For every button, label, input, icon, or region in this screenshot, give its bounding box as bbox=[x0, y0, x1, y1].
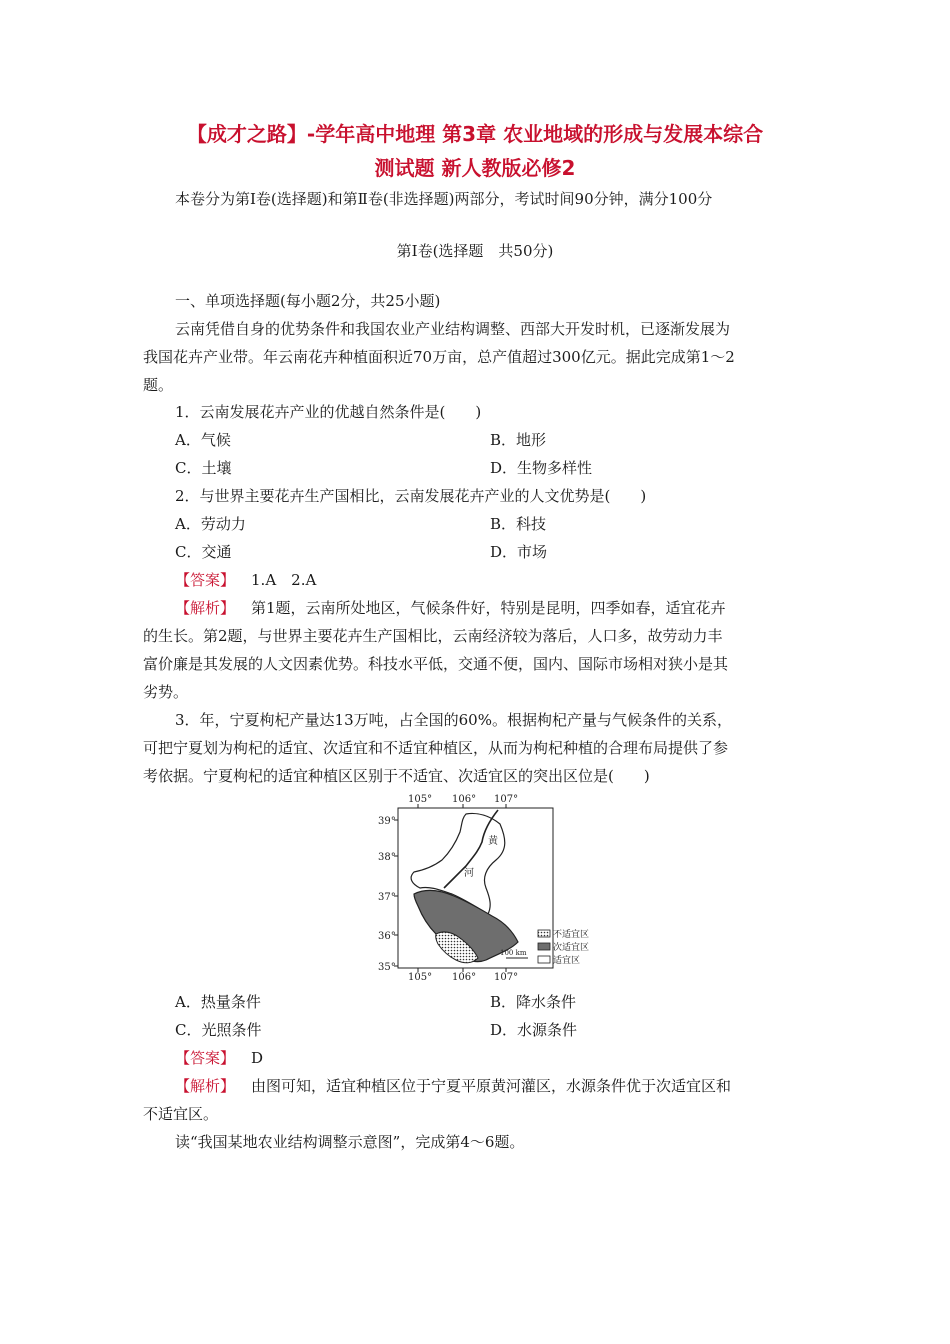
svg-text:39°: 39° bbox=[378, 816, 396, 827]
q2-option-b: B．科技 bbox=[490, 515, 547, 533]
title-line-2: 测试题 新人教版必修2 bbox=[374, 156, 576, 180]
ningxia-goji-map bbox=[378, 790, 603, 980]
q2-option-a: A．劳动力 bbox=[175, 515, 246, 533]
closing-text: 读“我国某地农业结构调整示意图”，完成第4～6题。 bbox=[175, 1133, 525, 1151]
svg-text:107°: 107° bbox=[494, 972, 519, 980]
legend-sub-suitable: 次适宜区 bbox=[553, 943, 590, 953]
svg-text:36°: 36° bbox=[378, 931, 396, 942]
svg-text:38°: 38° bbox=[378, 852, 396, 863]
answer-tag: 【答案】 bbox=[175, 571, 236, 589]
part1-heading: 第Ⅰ卷(选择题 共50分) bbox=[396, 242, 554, 260]
q1-stem: 1．云南发展花卉产业的优越自然条件是( ) bbox=[175, 403, 482, 421]
analysis-2-line2: 不适宜区。 bbox=[143, 1105, 219, 1123]
river-label-1: 黄 bbox=[488, 836, 498, 847]
legend-swatch-suitable bbox=[538, 956, 550, 963]
river-label-2: 河 bbox=[464, 868, 474, 879]
scale-label: 100 km bbox=[500, 949, 527, 957]
q3-line3: 考依据。宁夏枸杞的适宜种植区区别于不适宜、次适宜区的突出区位是( ) bbox=[143, 767, 650, 785]
answer-1 bbox=[175, 569, 316, 591]
legend-suitable: 适宜区 bbox=[553, 956, 581, 966]
q2-option-c: C．交通 bbox=[175, 543, 232, 561]
legend-swatch-unsuitable bbox=[538, 930, 550, 937]
svg-text:105°: 105° bbox=[408, 794, 433, 805]
q3-option-c: C．光照条件 bbox=[175, 1021, 262, 1039]
map-legend bbox=[538, 928, 589, 966]
passage1-line3: 题。 bbox=[143, 376, 174, 394]
map-lat-labels bbox=[378, 816, 396, 973]
q1-option-b: B．地形 bbox=[490, 431, 547, 449]
analysis-1-line4: 劣势。 bbox=[143, 683, 189, 701]
q3-line2: 可把宁夏划为枸杞的适宜、次适宜和不适宜种植区，从而为枸杞种植的合理布局提供了参 bbox=[143, 739, 729, 757]
answer-tag-2: 【答案】 bbox=[175, 1049, 236, 1067]
svg-text:106°: 106° bbox=[452, 794, 477, 805]
q2-stem: 2．与世界主要花卉生产国相比，云南发展花卉产业的人文优势是( ) bbox=[175, 487, 647, 505]
answer-1-value: 1.A 2.A bbox=[251, 571, 317, 589]
q3-option-d: D．水源条件 bbox=[490, 1021, 578, 1039]
section1-heading: 一、单项选择题(每小题2分，共25小题) bbox=[175, 292, 441, 310]
analysis-1-line1 bbox=[175, 597, 726, 619]
passage1-line1: 云南凭借自身的优势条件和我国农业产业结构调整、西部大开发时机，已逐渐发展为 bbox=[175, 320, 731, 338]
q1-option-d: D．生物多样性 bbox=[490, 459, 593, 477]
answer-2 bbox=[175, 1047, 263, 1069]
svg-text:37°: 37° bbox=[378, 892, 396, 903]
q3-line1: 3．年，宁夏枸杞产量达13万吨，占全国的60%。根据枸杞产量与气候条件的关系， bbox=[175, 711, 732, 729]
analysis-1-line3: 富价廉是其发展的人文因素优势。科技水平低，交通不便，国内、国际市场相对狭小是其 bbox=[143, 655, 729, 673]
answer-2-value: D bbox=[251, 1049, 264, 1067]
analysis-1-text: 第1题，云南所处地区，气候条件好，特别是昆明，四季如春，适宜花卉 bbox=[251, 599, 726, 617]
q1-option-a: A．气候 bbox=[175, 431, 231, 449]
svg-text:105°: 105° bbox=[408, 972, 433, 980]
svg-text:107°: 107° bbox=[494, 794, 519, 805]
legend-unsuitable: 不适宜区 bbox=[553, 930, 590, 940]
legend-swatch-sub-suitable bbox=[538, 943, 550, 950]
q3-option-a: A．热量条件 bbox=[175, 993, 261, 1011]
analysis-tag-2: 【解析】 bbox=[175, 1077, 236, 1095]
intro-text: 本卷分为第Ⅰ卷(选择题)和第Ⅱ卷(非选择题)两部分，考试时间90分钟，满分100分 bbox=[175, 190, 713, 208]
q2-option-d: D．市场 bbox=[490, 543, 548, 561]
svg-text:106°: 106° bbox=[452, 972, 477, 980]
q1-option-c: C．土壤 bbox=[175, 459, 232, 477]
analysis-2-line1 bbox=[175, 1075, 731, 1097]
title-line-1: 【成才之路】-学年高中地理 第3章 农业地域的形成与发展本综合 bbox=[186, 122, 764, 146]
analysis-tag: 【解析】 bbox=[175, 599, 236, 617]
analysis-2-text: 由图可知，适宜种植区位于宁夏平原黄河灌区，水源条件优于次适宜区和 bbox=[251, 1077, 732, 1095]
svg-text:35°: 35° bbox=[378, 962, 396, 973]
q3-option-b: B．降水条件 bbox=[490, 993, 577, 1011]
passage1-line2: 我国花卉产业带。年云南花卉种植面积近70万亩，总产值超过300亿元。据此完成第1～2 bbox=[143, 348, 735, 366]
analysis-1-line2: 的生长。第2题，与世界主要花卉生产国相比，云南经济较为落后，人口多，故劳动力丰 bbox=[143, 627, 723, 645]
